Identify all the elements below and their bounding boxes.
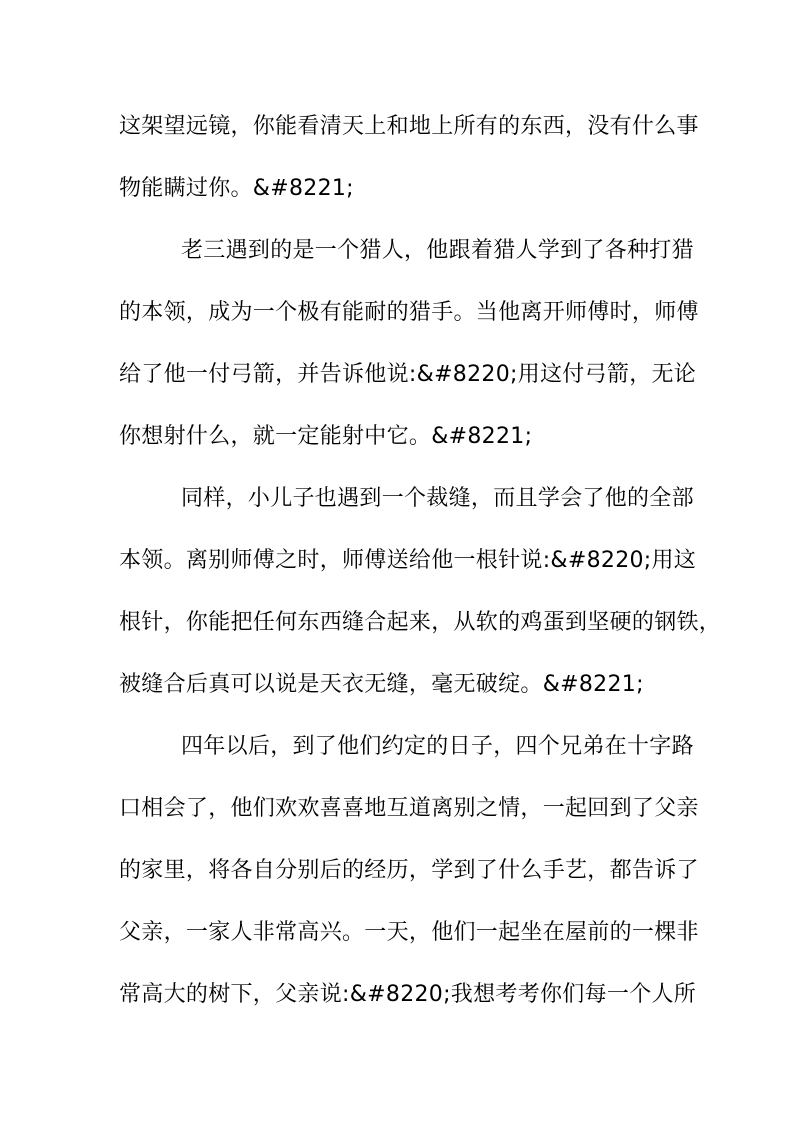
paragraph-first-line: 同样，小儿子也遇到一个裁缝，而且学会了他的全部	[181, 486, 694, 511]
text-line: 本领。离别师傅之时，师傅送给他一根针说:&#8220;用这	[119, 548, 697, 573]
paragraph-first-line: 四年以后，到了他们约定的日子，四个兄弟在十字路	[181, 734, 694, 759]
text-line: 的本领，成为一个极有能耐的猎手。当他离开师傅时，师傅	[119, 300, 699, 325]
text-line: 口相会了，他们欢欢喜喜地互道离别之情，一起回到了父亲	[119, 796, 699, 821]
text-line: 物能瞒过你。&#8221;	[119, 176, 354, 201]
text-line: 父亲，一家人非常高兴。一天，他们一起坐在屋前的一棵非	[119, 920, 699, 945]
paragraph-first-line: 老三遇到的是一个猎人，他跟着猎人学到了各种打猎	[181, 238, 694, 263]
text-line: 这架望远镜，你能看清天上和地上所有的东西，没有什么事	[119, 114, 699, 139]
text-line: 根针，你能把任何东西缝合起来，从软的鸡蛋到坚硬的钢铁，	[119, 610, 722, 635]
text-line: 的家里，将各自分别后的经历，学到了什么手艺，都告诉了	[119, 858, 699, 883]
text-line: 给了他一付弓箭，并告诉他说:&#8220;用这付弓箭，无论	[119, 362, 697, 387]
text-line: 你想射什么，就一定能射中它。&#8221;	[119, 424, 533, 449]
text-line: 被缝合后真可以说是天衣无缝，毫无破绽。&#8221;	[119, 672, 644, 697]
text-line: 常高大的树下，父亲说:&#8220;我想考考你们每一个人所	[119, 982, 697, 1007]
